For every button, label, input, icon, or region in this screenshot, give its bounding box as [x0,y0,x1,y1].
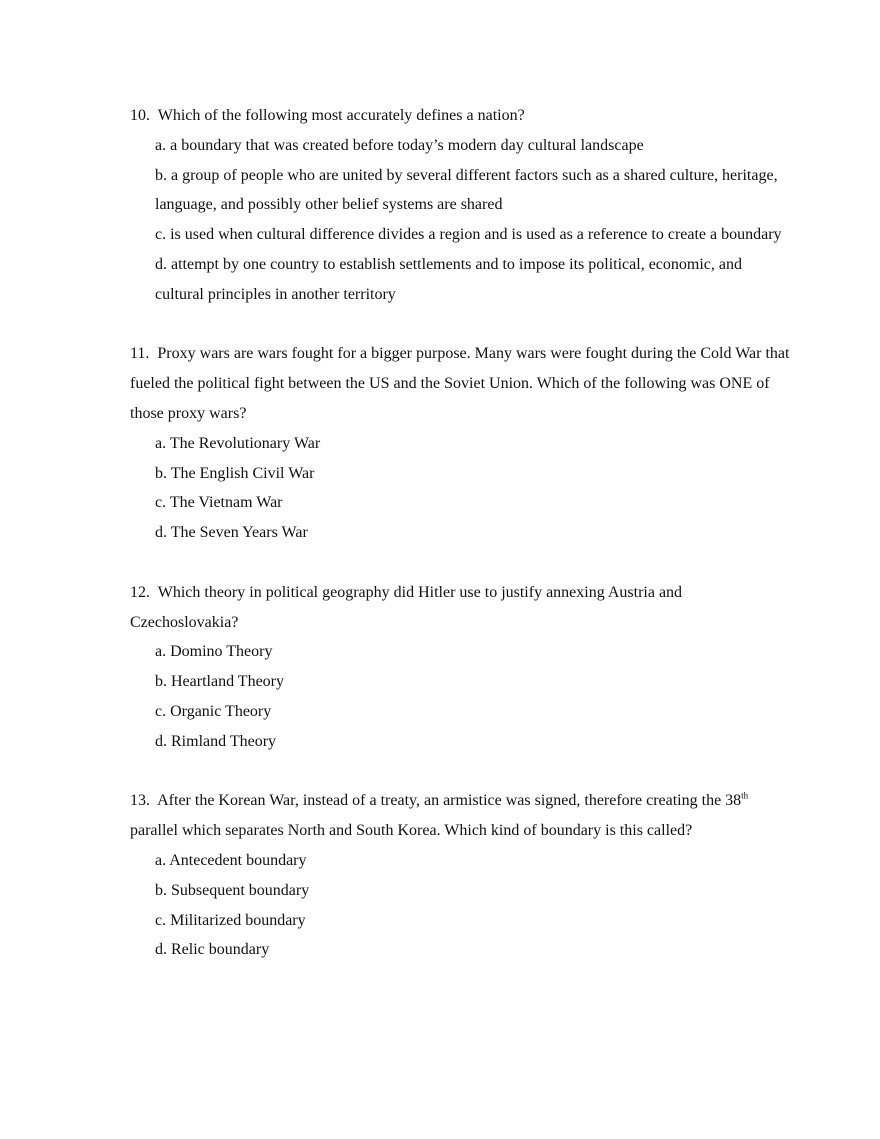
question-number: 10. [130,107,150,124]
question-12 [130,578,790,757]
question-stem [130,578,790,638]
question-text-before: After the Korean War, instead of a treaty, an armistice was signed, therefore creating the 38 [157,792,742,810]
answer-option: d. Rimland Theory [155,732,277,750]
answer-option: c. Organic Theory [155,702,272,720]
answer-option: b. Subsequent boundary [155,881,310,899]
answer-option: c. Militarized boundary [155,911,306,929]
question-text-after: parallel which separates North and South Korea. Which kind of boundary is this called? [130,822,693,840]
answer-option: c. The Vietnam War [155,494,283,512]
question-number: 12. [130,583,150,601]
answer-option: b. The English Civil War [155,464,315,482]
question-number: 11. [130,345,150,363]
question-text: Which theory in political geography did Hitler use to justify annexing Austria and Czechoslovakia? [130,583,683,631]
answer-option: a. a boundary that was created before today’s modern day cultural landscape [155,136,644,154]
question-text: Which of the following most accurately defines a nation? [157,107,525,124]
question-stem [130,786,790,846]
ordinal-superscript: th [741,791,749,801]
question-10 [130,101,790,310]
question-11 [130,339,790,548]
answer-option: a. Antecedent boundary [155,851,307,869]
answer-option: c. is used when cultural difference divides a region and is used as a reference to create a boundary [155,226,782,244]
answer-option: b. Heartland Theory [155,673,284,691]
question-stem [130,339,790,428]
answer-option: a. The Revolutionary War [155,434,321,452]
question-stem [130,101,790,131]
answer-option: a. Domino Theory [155,643,273,661]
answer-option: d. attempt by one country to establish settlements and to impose its political, economic, and cultural principles in another territory [155,255,742,303]
question-13 [130,786,790,965]
answer-option: d. The Seven Years War [155,524,308,542]
question-text: Proxy wars are wars fought for a bigger purpose. Many wars were fought during the Cold War that fueled the political fight between the US and the Soviet Union. Which of the following was ONE of those proxy wars? [130,345,790,422]
question-number: 13. [130,792,150,810]
question-list [130,101,790,995]
answer-option: d. Relic boundary [155,941,270,959]
answer-option: b. a group of people who are united by several different factors such as a shared culture, heritage, language, and possibly other belief systems are shared [155,166,778,214]
